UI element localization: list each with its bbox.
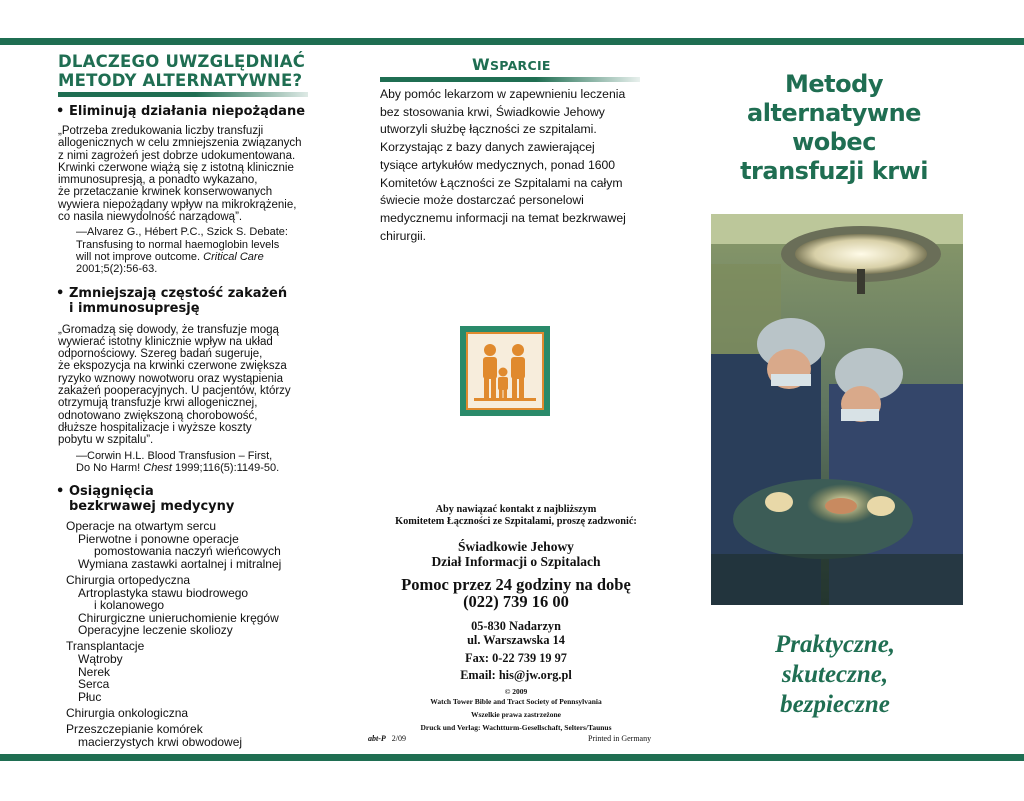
citation-text: 1999;116(5):1149-50. (172, 461, 280, 474)
quote-paragraph (58, 324, 318, 447)
list-item: macierzystych krwi obwodowej (78, 734, 243, 749)
paragraph-line: pobytu w szpitalu”. (58, 434, 154, 447)
paragraph-line: co nasila niewydolność narządową”. (58, 211, 243, 224)
journal-name: Chest (143, 461, 172, 474)
citation-line: —Alvarez G., Hébert P.C., Szick S. Debate: (76, 226, 288, 239)
paragraph-line: świecie może dostarczać personelowi (380, 193, 584, 208)
title-initial: W (472, 55, 490, 74)
list-item: Artroplastyka stawu biodrowego (78, 585, 249, 600)
list-item: Chirurgia ortopedyczna (66, 573, 191, 587)
paragraph-line: że ekspozycja na krwinki czerwone zwiększa (58, 360, 287, 373)
tagline-line: bezpieczne (780, 691, 890, 718)
list-item: Serca (78, 677, 110, 692)
list-item: Wątroby (78, 652, 123, 667)
contact-intro: Komitetem Łączności ze Szpitalami, proszę zadzwonić: (395, 516, 637, 527)
paragraph-line: „Potrzeba zredukowania liczby transfuzji (58, 125, 264, 137)
paragraph-line: dłuższe hospitalizacje i wyższe koszty (58, 421, 252, 434)
list-item: Transplantacje (66, 639, 145, 654)
paragraph-line: utworzyli służbę łączności ze szpitalami. (380, 122, 597, 137)
citation-text: will not improve outcome. (76, 250, 204, 263)
list-item: Chirurgia onkologiczna (66, 705, 189, 720)
surgeons-operating-image (711, 214, 963, 605)
list-item: Wymiana zastawki aortalnej i mitralnej (78, 556, 282, 571)
paragraph-line: allogenicznych w celu zmniejszenia związanych (58, 137, 302, 150)
heading-line: Zmniejszają częstość zakażeń (69, 285, 288, 301)
help-line: Pomoc przez 24 godziny na dobę (401, 575, 631, 594)
top-green-band (0, 38, 1024, 45)
citation-line: —Corwin H.L. Blood Transfusion – First, (76, 449, 273, 462)
paragraph-line: wywiera niepożądany wpływ na mikrokrążenie, (58, 198, 297, 211)
paragraph-line: wywierać istotny klinicznie wpływ na układ (58, 335, 273, 348)
title-line: transfuzji krwi (740, 157, 928, 185)
phone-number: (022) 739 16 00 (463, 591, 569, 611)
paragraph-line: medycznemu informacji na temat bezkrwawej (380, 210, 626, 225)
heading-line: bezkrwawej medycyny (69, 499, 235, 515)
cover-tagline (730, 630, 940, 720)
citation-line: Transfusing to normal haemoglobin levels (76, 238, 280, 251)
achievements-list (66, 520, 318, 748)
contact-intro: Aby nawiązać kontakt z najbliższym (435, 504, 597, 515)
list-item: Operacyjne leczenie skoliozy (78, 623, 233, 638)
paragraph-line: odpornościowy. Szereg badań sugeruje, (58, 348, 263, 361)
contact-block (366, 504, 666, 733)
paragraph-line: ryzyko wznowy nowotworu oraz wystąpienia (58, 372, 283, 385)
list-item: Nerek (78, 664, 111, 679)
paragraph-line: Aby pomóc lekarzom w zapewnieniu leczenia (380, 87, 626, 101)
cover-title (716, 70, 952, 186)
left-panel-title (58, 52, 318, 90)
section-heading (56, 286, 318, 316)
heading-line: i immunosupresję (69, 300, 200, 316)
paragraph-line: otrzymują transfuzje krwi allogenicznej, (58, 397, 258, 410)
publication-code (368, 734, 406, 743)
title-rule (380, 77, 640, 82)
section-heading (56, 484, 318, 514)
bottom-green-band (0, 754, 1024, 761)
title-line: Metody (785, 70, 883, 98)
citation-text: Do No Harm! (76, 461, 144, 474)
organization-name: Świadkowie Jehowy (458, 539, 574, 554)
journal-name: Critical Care (203, 250, 264, 263)
bullet-icon: • (56, 104, 65, 119)
paragraph-line: zakażeń pooperacyjnych. U pacjentów, którzy (58, 385, 291, 398)
support-paragraph (380, 86, 642, 245)
paragraph-line: z nimi zagrożeń jest dobrze udokumentowana. (58, 149, 296, 162)
bullet-icon: • (56, 285, 65, 301)
citation (76, 450, 318, 475)
paragraph-line: bez stosowania krwi, Świadkowie Jehowy (380, 104, 605, 119)
paragraph-line: odnotowano zwiększoną chorobowość, (58, 409, 258, 422)
paragraph-line: Krwinki czerwone wiążą się z istotną klinicznie (58, 161, 294, 174)
printed-in: Printed in Germany (588, 734, 652, 743)
code-date: 2/09 (391, 734, 407, 743)
middle-panel (380, 55, 642, 245)
code-text: abt-P (368, 734, 386, 743)
title-line: DLACZEGO UWZGLĘDNIAĆ (58, 52, 306, 71)
citation-line (76, 251, 318, 263)
list-item: i kolanowego (94, 598, 165, 613)
family-figures-icon (468, 334, 542, 408)
printer-notice: Druck und Verlag: Wachtturm-Gesellschaft, Selters/Taunus (420, 723, 612, 733)
list-item: Płuc (78, 689, 102, 704)
title-line: alternatywne (747, 99, 921, 127)
paragraph-line: Komitetów Łączności ze Szpitalami na całym (380, 175, 623, 190)
rights-notice: Wszelkie prawa zastrzeżone (471, 710, 561, 720)
fax-number: Fax: 0-22 739 19 97 (465, 650, 567, 665)
paragraph-line: tysiące artykułów medycznych, ponad 1600 (380, 157, 616, 172)
tagline-line: Praktyczne, (774, 631, 896, 658)
citation-line: 2001;5(2):56-63. (76, 263, 158, 276)
email-address: Email: his@jw.org.pl (460, 667, 572, 682)
left-panel (56, 52, 318, 748)
title-rest: SPARCIE (489, 58, 551, 73)
section-heading-text: Eliminują działania niepożądane (69, 104, 306, 119)
paragraph-line: chirurgii. (380, 228, 427, 243)
support-title (472, 55, 642, 74)
surgery-photo (711, 214, 963, 605)
list-item: Przeszczepianie komórek (66, 722, 203, 737)
logo-frame (466, 332, 544, 410)
title-line: METODY ALTERNATYWNE? (58, 71, 303, 90)
list-item: Pierwotne i ponowne operacje (78, 531, 239, 546)
paragraph-line: że przetaczanie krwinek konserwowanych (58, 186, 273, 199)
title-rule (58, 92, 308, 97)
list-item: Operacje na otwartym sercu (66, 519, 217, 534)
section-heading (56, 104, 318, 119)
section-heading-text (69, 484, 234, 514)
address-line: ul. Warszawska 14 (467, 633, 565, 648)
title-line: wobec (792, 128, 876, 156)
paragraph-line: Korzystając z bazy danych zawierającej (380, 140, 595, 155)
bullet-icon: • (56, 484, 65, 500)
paragraph-line: „Gromadzą się dowody, że transfuzje mogą (58, 323, 279, 336)
list-item: pomostowania naczyń wieńcowych (94, 544, 281, 559)
section-heading-text (69, 286, 287, 316)
citation-line (76, 462, 318, 474)
list-item: Chirurgiczne unieruchomienie kręgów (78, 610, 279, 625)
citation (76, 226, 318, 275)
paragraph-line: immunosupresją, a ponadto wykazano, (58, 174, 258, 187)
department-name: Dział Informacji o Szpitalach (431, 554, 601, 569)
address-line: 05-830 Nadarzyn (471, 619, 561, 633)
family-logo-icon (460, 326, 550, 416)
copyright: © 2009 (504, 687, 528, 697)
tagline-line: skuteczne, (781, 661, 889, 688)
heading-line: Osiągnięcia (69, 484, 154, 500)
publisher: Watch Tower Bible and Tract Society of Pennsylvania (430, 697, 602, 707)
quote-paragraph (58, 125, 318, 223)
